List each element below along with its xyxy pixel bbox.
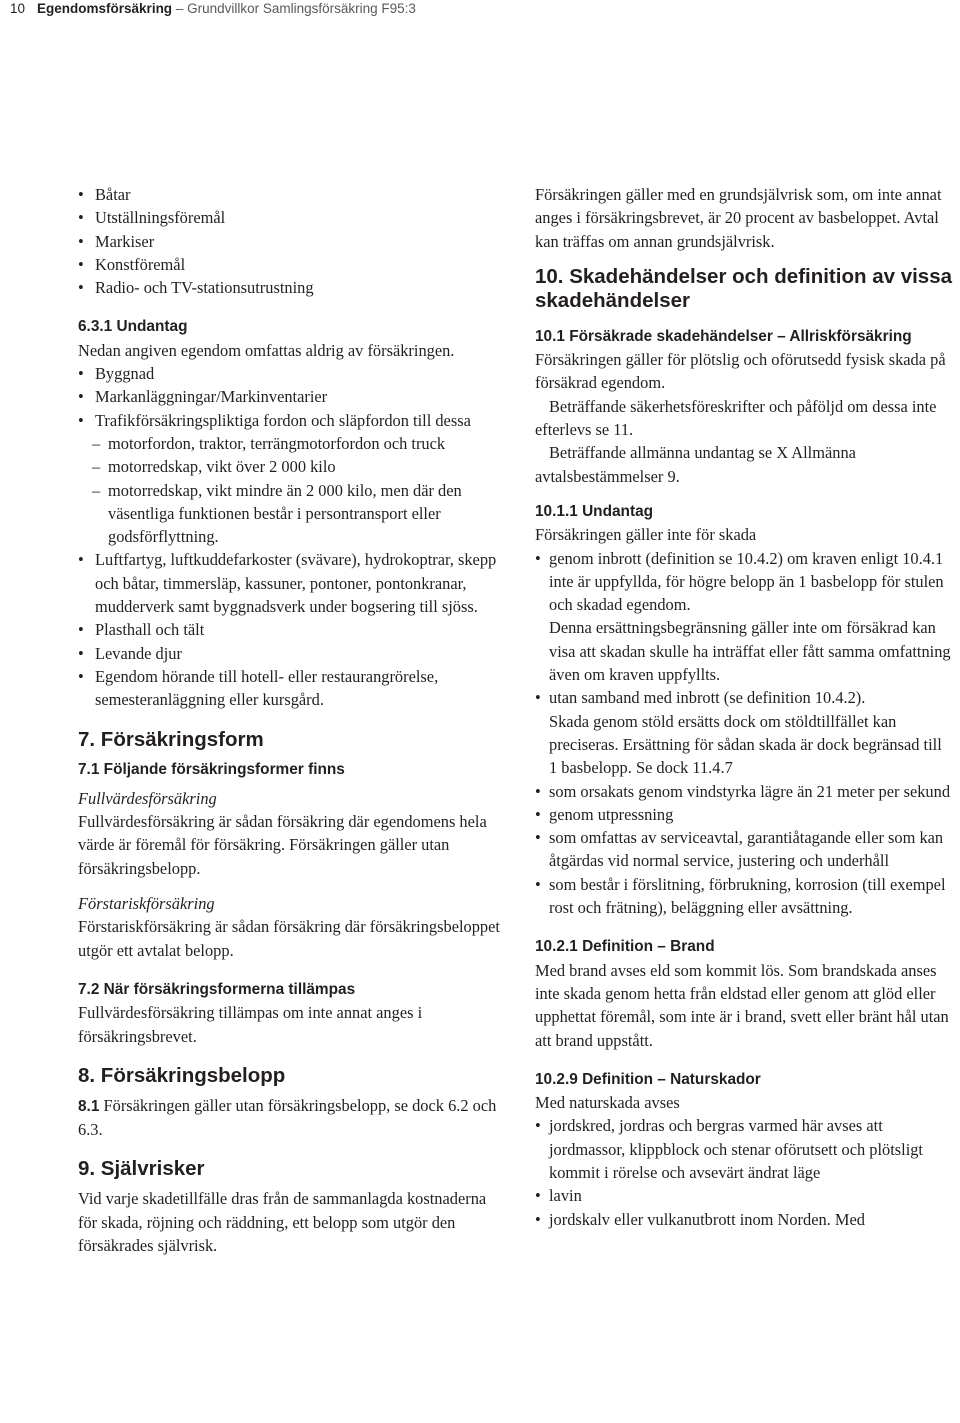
list-item: • genom inbrott (definition se 10.4.2) om kraven enligt 10.4.1 inte är uppfyllda, för högre belopp än 1 basbelopp för stulen och skadad egendom.	[535, 547, 953, 617]
paragraph-sjalvrisk: Försäkringen gäller med en grundsjälvrisk som, om inte annat anges i försäkringsbrevet, är 20 procent av basbeloppet. Avtal kan träffas om annan grundsjälvrisk.	[535, 185, 942, 251]
list-item: • som består i förslitning, förbrukning, korrosion (till exempel rost och frätning), beläggning eller avsättning.	[535, 873, 953, 920]
list-item: • jordskred, jordras och bergras varmed här avses att jordmassor, klippblock och stenar oförutsett och plötsligt kommit i rörelse och avsevärt ändrat läge	[535, 1114, 953, 1184]
fullvarde-text: Fullvärdesförsäkring är sådan försäkring där egendomens hela värde är föremål för försäkring. Försäkringen gäller utan försäkringsbelopp.	[78, 812, 487, 878]
heading-10-1-1: 10.1.1 Undantag	[535, 502, 654, 520]
heading-8-1-number: 8.1	[78, 1097, 100, 1115]
heading-10-1: 10.1 Försäkrade skadehändelser – Allriskförsäkring	[535, 327, 912, 345]
page-number: 10	[10, 1, 26, 16]
list-item: • lavin	[535, 1184, 953, 1207]
dash-item: – motorredskap, vikt över 2 000 kilo	[78, 455, 508, 478]
paragraph-10-1-b: Beträffande säkerhetsföreskrifter och påföljd om dessa inte efterlevs se 11.	[535, 396, 937, 440]
list-item: • Markiser	[78, 230, 508, 253]
paragraph-10-1-1: Försäkringen gäller inte för skada	[535, 525, 757, 545]
header-subtitle: – Grundvillkor Samlingsförsäkring F95:3	[172, 1, 416, 16]
dash-item: – motorfordon, traktor, terrängmotorfordon och truck	[78, 432, 508, 455]
paragraph-6-3-1: Nedan angiven egendom omfattas aldrig av försäkringen.	[78, 340, 455, 360]
header-section: Egendomsförsäkring	[37, 1, 173, 16]
heading-8: 8. Försäkringsbelopp	[78, 1063, 286, 1087]
heading-7-2: 7.2 När försäkringsformerna tillämpas	[78, 980, 356, 998]
list-item: • Luftfartyg, luftkuddefarkoster (svävare), hydrokoptrar, skepp och båtar, timmersläp, kassuner, pontoner, pontonkranar, mudderverk samt byggnadsverk under bogsering till sjöss.	[78, 548, 508, 618]
list-item: • Levande djur	[78, 642, 508, 665]
list-item: • Plasthall och tält	[78, 618, 508, 641]
paragraph-10-2-1: Med brand avses eld som kommit lös. Som brandskada anses inte skada genom hetta från eldstad eller genom att glöd eller upphettat föremål, som inte är i brand, svett eller bränt hål utan att brand uppstått.	[535, 960, 949, 1050]
paragraph-8-1-text: Försäkringen gäller utan försäkringsbelopp, se dock 6.2 och 6.3.	[78, 1095, 497, 1140]
list-item-continuation: Skada genom stöld ersätts dock om stöldtillfället kan preciseras. Ersättning för sådan skada är dock begränsad till 1 basbelopp. Se dock 11.4.7	[549, 711, 942, 778]
list-item: • som orsakats genom vindstyrka lägre än 21 meter per sekund	[535, 780, 953, 803]
heading-10: 10. Skadehändelser och definition av vissa skadehändelser	[535, 264, 952, 312]
forstarisk-title: Förstariskförsäkring	[78, 894, 215, 914]
heading-10-2-1: 10.2.1 Definition – Brand	[535, 938, 715, 956]
paragraph-10-1-a: Försäkringen gäller för plötslig och oförutsedd fysisk skada på försäkrad egendom.	[535, 350, 946, 393]
heading-10-2-9: 10.2.9 Definition – Naturskador	[535, 1070, 761, 1088]
list-item: • Trafikförsäkringspliktiga fordon och släpfordon till dessa	[78, 409, 508, 432]
list-item: • Båtar	[78, 183, 508, 206]
heading-6-3-1: 6.3.1 Undantag	[78, 318, 188, 336]
fullvarde-title: Fullvärdesförsäkring	[78, 788, 217, 808]
list-item: • som omfattas av serviceavtal, garantiåtagande eller som kan åtgärdas vid normal service, justering och underhåll	[535, 826, 953, 873]
list-item: • utan samband med inbrott (se definition 10.4.2).	[535, 686, 953, 709]
heading-9: 9. Självrisker	[78, 1157, 205, 1181]
paragraph-8-1	[78, 1094, 508, 1142]
paragraph-10-1-c: Beträffande allmänna undantag se X Allmänna avtalsbestämmelser 9.	[535, 443, 856, 486]
list-item: • Konstföremål	[78, 253, 508, 276]
list-item: • genom utpressning	[535, 803, 953, 826]
list-item: • Byggnad	[78, 362, 508, 385]
forstarisk-text: Förstariskförsäkring är sådan försäkring där försäkringsbeloppet utgör ett avtalat belopp.	[78, 917, 500, 960]
heading-7: 7. Försäkringsform	[78, 727, 264, 751]
list-item: • Utställningsföremål	[78, 206, 508, 229]
list-item: • Egendom hörande till hotell- eller restaurangrörelse, semesteranläggning eller kursgård.	[78, 665, 508, 712]
page-header	[10, 0, 416, 19]
dash-item: – motorredskap, vikt mindre än 2 000 kilo, men där den väsentliga funktionen består i persontransport eller godsförflyttning.	[78, 479, 508, 549]
left-column	[78, 183, 508, 1257]
list-item-continuation: Denna ersättningsbegränsning gäller inte om försäkrad kan visa att skadan skulle ha inträffat eller fått samma omfattning även om kraven uppfyllts.	[549, 618, 951, 685]
paragraph-7-2: Fullvärdesförsäkring tillämpas om inte annat anges i försäkringsbrevet.	[78, 1003, 423, 1046]
paragraph-9: Vid varje skadetillfälle dras från de sammanlagda kostnaderna för skada, röjning och räddning, ett belopp som utgör den försäkrades självrisk.	[78, 1189, 487, 1255]
list-item: • Radio- och TV-stationsutrustning	[78, 276, 508, 299]
heading-7-1: 7.1 Följande försäkringsformer finns	[78, 760, 345, 778]
right-column	[535, 183, 953, 1231]
list-item: • jordskalv eller vulkanutbrott inom Norden. Med	[535, 1208, 953, 1231]
paragraph-10-2-9: Med naturskada avses	[535, 1093, 680, 1113]
list-item: • Markanläggningar/Markinventarier	[78, 385, 508, 408]
